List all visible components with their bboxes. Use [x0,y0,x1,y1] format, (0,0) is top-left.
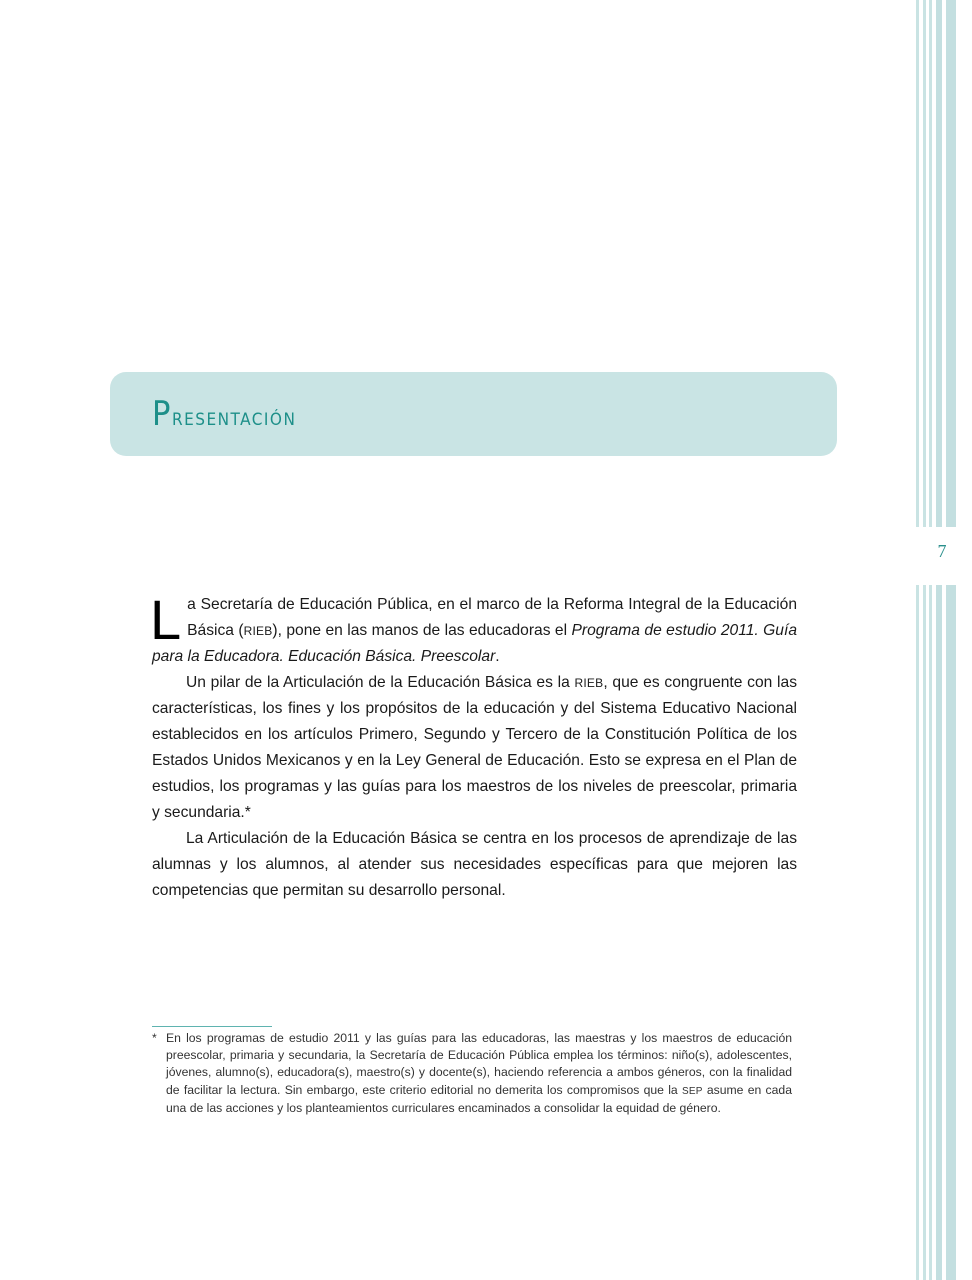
stripe [946,0,956,527]
stripe [916,585,919,1280]
paragraph-2-text: , que es congruente con las características, los fines y los propósitos de la educación y del Sistema Educativo Nacional establecidos en los artículos Primero, Segundo y Tercero de la Constitución Política de los Estados Unidos Mexicanos y en la Ley General de Educación. Esto se expresa en el Plan de estudios, los programas y las guías para los maestros de los niveles de preescolar, primaria y secundaria.* [152,674,797,821]
paragraph-2 [152,670,797,826]
stripe [923,0,926,527]
section-title-band [110,372,837,456]
footnote-marker: * [152,1031,157,1045]
publication-title: Programa de estudio 2011. Guía para la Educadora. Educación Básica. Preescolar [152,622,797,665]
body-text [150,588,797,904]
footnote-body [166,1030,792,1117]
abbreviation-rieb: RIEB [574,676,604,690]
stripe [923,585,926,1280]
paragraph-2-text: Un pilar de la Articulación de la Educación Básica es la [186,674,575,691]
decorative-side-stripes [914,0,972,1280]
section-title [152,394,296,434]
title-initial: P [152,394,172,434]
stripe [946,585,956,1280]
drop-cap: L [150,588,182,651]
paragraph-1-text: ), pone en las manos de las educadoras el [272,622,572,639]
footnote [152,1030,792,1117]
stripes-top-segment [914,0,972,527]
paragraph-1-text: a Secretaría de Educación Pública, en el marco de la Reforma Integral de la Educación Básica ( [187,596,797,639]
stripe [929,0,932,527]
paragraph-3: La Articulación de la Educación Básica se centra en los procesos de aprendizaje de las alumnas y los alumnos, al atender sus necesidades específicas para que mejoren las competencias que permitan su desarrollo personal. [152,830,797,899]
abbreviation-sep: SEP [681,1085,703,1097]
paragraph-1-text: . [495,648,500,665]
stripe [929,585,932,1280]
footnote-divider [152,1026,272,1027]
page-number: 7 [937,541,947,561]
stripe [936,0,942,527]
footnote-text: asume en cada una de las acciones y los planteamientos curriculares encaminados a consolidar la equidad de género. [166,1082,792,1115]
abbreviation-rieb: RIEB [243,624,273,638]
stripes-bottom-segment [914,585,972,1280]
stripe [916,0,919,527]
paragraph-1 [150,588,797,670]
footnote-text: En los programas de estudio 2011 y las guías para las educadoras, las maestras y los maestros de educación preescolar, primaria y secundaria, la Secretaría de Educación Pública emplea los términos: niño(s), adolescentes, jóvenes, alumno(s), educadora(s), maestro(s) y docente(s), haciendo referencia a ambos géneros, con la finalidad de facilitar la lectura. Sin embargo, este criterio editorial no demerita los compromisos que la [166,1031,792,1097]
title-rest: resentación [171,403,297,431]
stripe [936,585,942,1280]
